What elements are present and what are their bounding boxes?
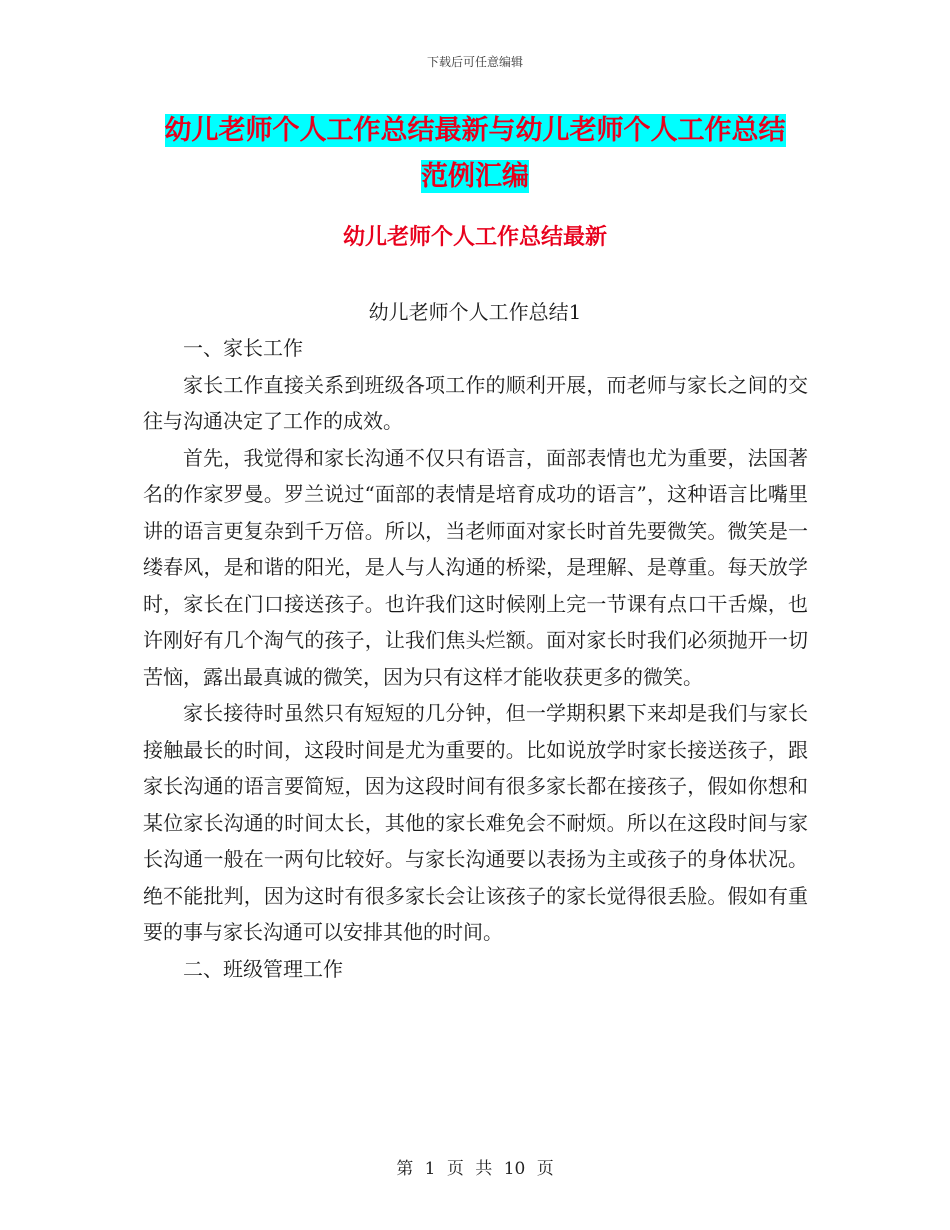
section-title: 幼儿老师个人工作总结最新 <box>342 225 607 250</box>
heading-parent-work: 一、家长工作 <box>183 336 303 360</box>
document-title <box>140 108 810 200</box>
body-text <box>143 330 808 987</box>
page-footer: 第 1 页 共 10 页 <box>396 1159 554 1179</box>
document-title-line-1: 幼儿老师个人工作总结最新与幼儿老师个人工作总结 <box>164 115 786 146</box>
subtitle: 幼儿老师个人工作总结1 <box>368 300 582 324</box>
paragraph: 家长工作直接关系到班级各项工作的顺利开展，而老师与家长之间的交往与沟通决定了工作的成效。 <box>143 372 808 433</box>
paragraph: 首先，我觉得和家长沟通不仅只有语言，面部表情也尤为重要，法国著名的作家罗曼。罗兰说过“面部的表情是培育成功的语言”，这种语言比嘴里讲的语言更复杂到千万倍。所以，当老师面对家长时首先要微笑。微笑是一缕春风，是和谐的阳光，是人与人沟通的桥梁，是理解、是尊重。每天放学时，家长在门口接送孩子。也许我们这时候刚上完一节课有点口干舌燥，也许刚好有几个淘气的孩子，让我们焦头烂额。面对家长时我们必须抛开一切苦恼，露出最真诚的微笑，因为只有这样才能收获更多的微笑。 <box>143 445 808 689</box>
paragraph: 家长接待时虽然只有短短的几分钟，但一学期积累下来却是我们与家长接触最长的时间，这段时间是尤为重要的。比如说放学时家长接送孩子，跟家长沟通的语言要简短，因为这段时间有很多家长都在接孩子，假如你想和某位家长沟通的时间太长，其他的家长难免会不耐烦。所以在这段时间与家长沟通一般在一两句比较好。与家长沟通要以表扬为主或孩子的身体状况。绝不能批判，因为这时有很多家长会让该孩子的家长觉得很丢脸。假如有重要的事与家长沟通可以安排其他的时间。 <box>143 701 808 944</box>
document-title-line-2: 范例汇编 <box>421 161 529 192</box>
header-note: 下载后可任意编辑 <box>426 55 523 69</box>
heading-class-management: 二、班级管理工作 <box>183 956 343 981</box>
